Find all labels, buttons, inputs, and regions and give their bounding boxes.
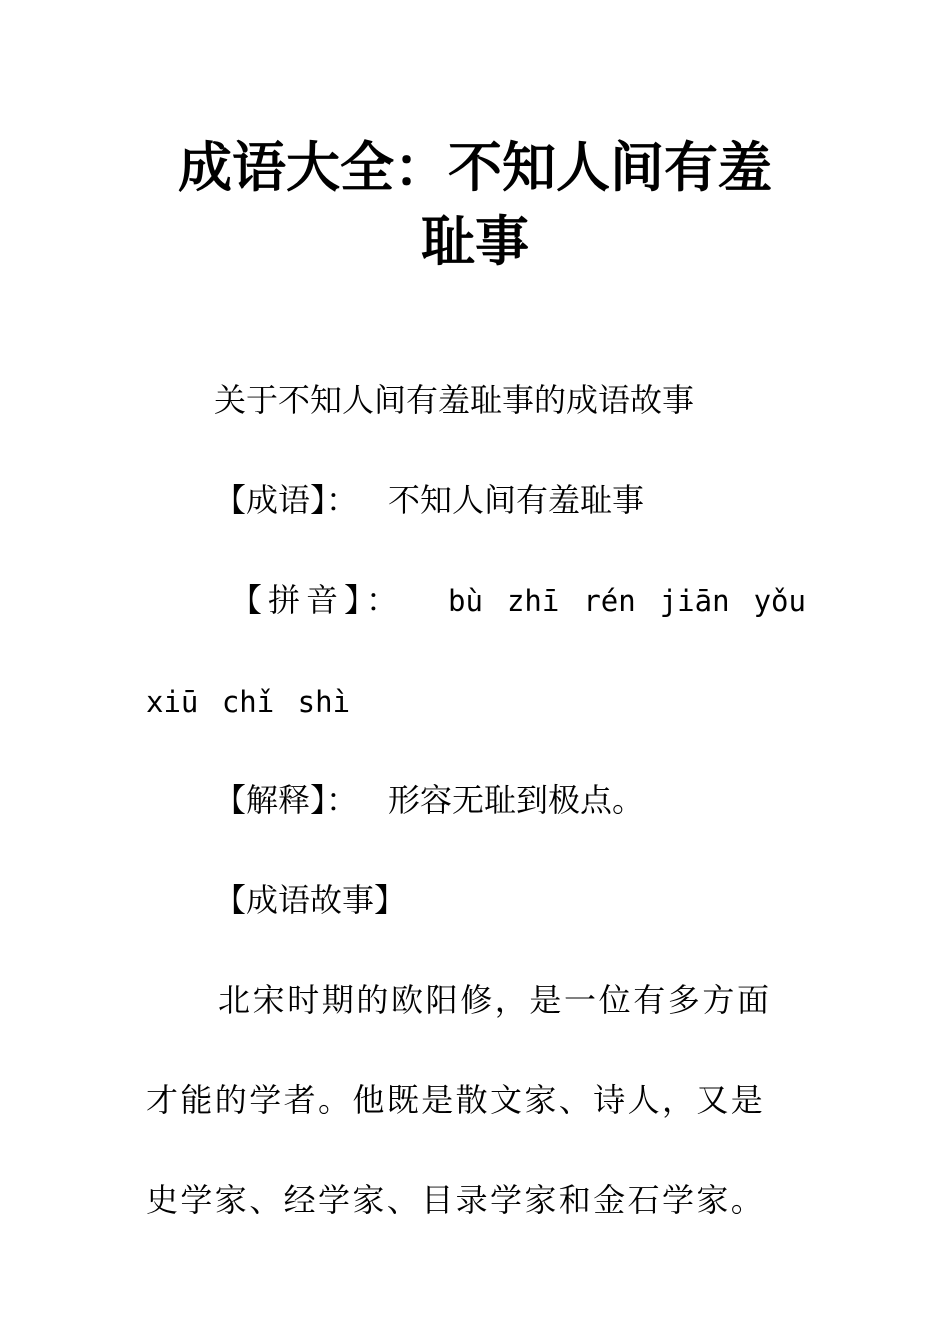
idiom-label: 【成语】： [214, 481, 359, 519]
meaning-value: 形容无耻到极点。 [388, 781, 645, 819]
page-title: 成语大全：不知人间有羞 [178, 136, 772, 199]
pinyin-syllable: yǒu [753, 584, 806, 618]
story-heading: 【成语故事】 [214, 881, 407, 919]
idiom-row [214, 480, 644, 520]
meaning-label: 【解释】： [214, 781, 359, 819]
pinyin-syllable: rén [583, 584, 636, 618]
pinyin-syllables [448, 581, 806, 621]
page-title-continued: 耻事 [421, 210, 529, 273]
pinyin-continued: xiū chǐ shì [146, 685, 351, 719]
story-paragraph-line: 才能的学者。他既是散文家、诗人，又是 [146, 1081, 766, 1119]
story-paragraph-line: 北宋时期的欧阳修，是一位有多方面 [218, 981, 772, 1019]
story-paragraph-line: 史学家、经学家、目录学家和金石学家。 [146, 1181, 766, 1219]
pinyin-label: 【拼音】： [230, 581, 405, 619]
pinyin-row [230, 580, 806, 621]
subtitle: 关于不知人间有羞耻事的成语故事 [214, 381, 695, 419]
meaning-row [214, 780, 644, 820]
pinyin-syllable: zhī [506, 584, 560, 618]
idiom-value: 不知人间有羞耻事 [388, 481, 645, 519]
pinyin-syllable: bù [448, 584, 483, 618]
pinyin-syllable: jiān [659, 584, 730, 618]
